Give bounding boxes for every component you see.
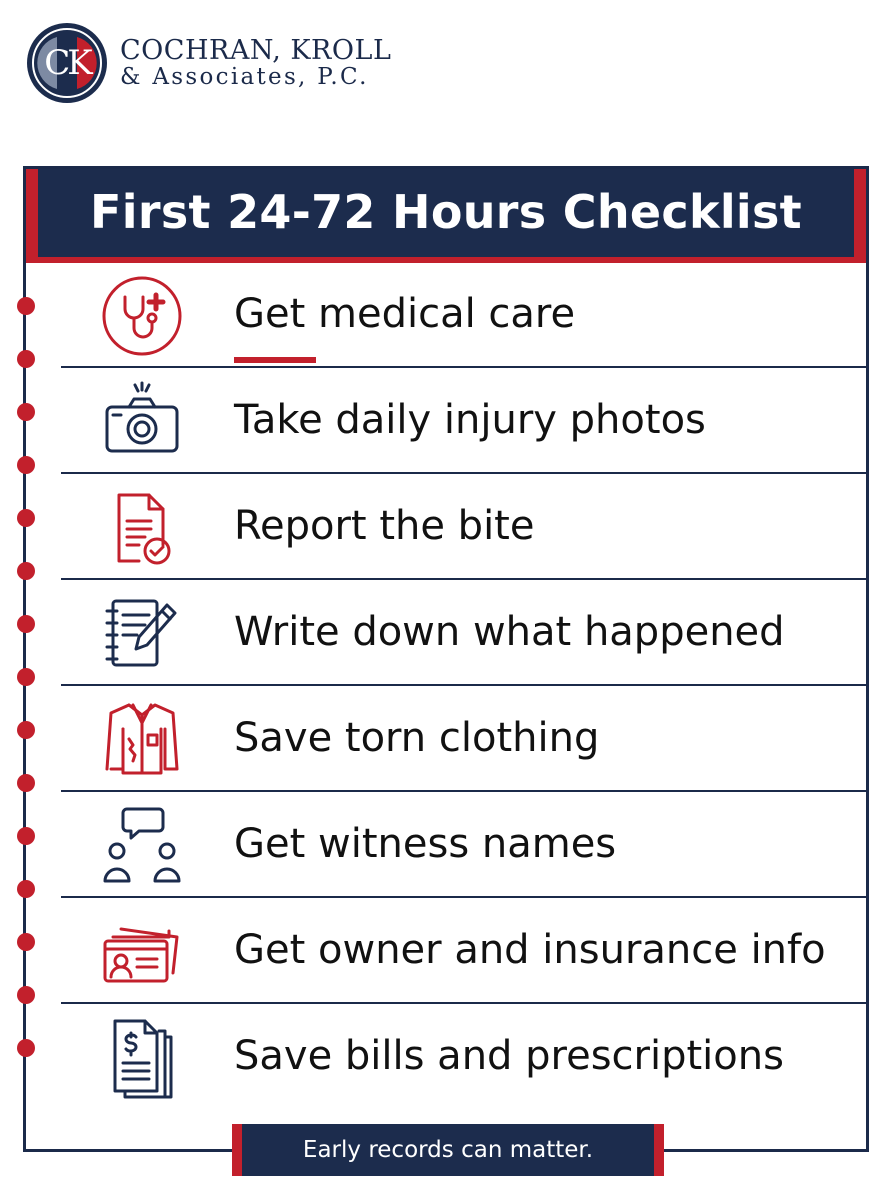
checklist-item-label: Take daily injury photos	[234, 397, 706, 443]
checklist-item-report-bite	[61, 475, 869, 580]
torn-shirt-icon	[101, 699, 183, 781]
row-divider	[61, 472, 869, 474]
footer-banner	[232, 1124, 664, 1176]
checklist-item-bills-prescriptions	[61, 1005, 869, 1110]
checklist-card	[23, 166, 869, 1152]
row-divider	[61, 1002, 869, 1004]
checklist-item-owner-insurance	[61, 899, 869, 1004]
camera-icon	[101, 381, 183, 463]
report-document-check-icon	[101, 487, 183, 569]
checklist-item-label: Get owner and insurance info	[234, 927, 826, 973]
row-divider	[61, 684, 869, 686]
binder-dot	[17, 350, 35, 368]
binder-dot	[17, 933, 35, 951]
row-divider	[61, 366, 869, 368]
binder-dot	[17, 721, 35, 739]
binder-dot	[17, 1039, 35, 1057]
binder-dot	[17, 986, 35, 1004]
checklist-item-label: Get witness names	[234, 821, 617, 867]
checklist-item-torn-clothing	[61, 687, 869, 792]
firm-name-line2: & Associates, P.C.	[120, 64, 369, 90]
stethoscope-plus-icon	[101, 275, 183, 357]
bills-documents-icon	[101, 1017, 183, 1099]
notebook-pencil-icon	[101, 593, 183, 675]
binder-dot	[17, 456, 35, 474]
checklist-title: First 24-72 Hours Checklist	[90, 185, 802, 239]
checklist-item-label: Write down what happened	[234, 609, 785, 655]
logo-monogram: CK	[44, 43, 90, 83]
checklist-item-label: Report the bite	[234, 503, 535, 549]
binder-dot	[17, 297, 35, 315]
row-divider	[61, 578, 869, 580]
footer-note: Early records can matter.	[302, 1137, 594, 1163]
witnesses-speech-icon	[101, 805, 183, 887]
checklist-header	[26, 169, 866, 263]
checklist-item-label: Save torn clothing	[234, 715, 600, 761]
checklist-item-medical-care	[61, 263, 869, 368]
checklist-item-witness-names	[61, 793, 869, 898]
binder-dot	[17, 615, 35, 633]
checklist-item-label: Save bills and prescriptions	[234, 1033, 784, 1079]
row-divider	[61, 896, 869, 898]
firm-name	[120, 36, 391, 88]
binder-dot	[17, 880, 35, 898]
binder-dot	[17, 509, 35, 527]
binder-dot	[17, 668, 35, 686]
checklist-item-injury-photos	[61, 369, 869, 474]
firm-name-line1: COCHRAN, KROLL	[120, 35, 392, 66]
checklist-item-label: Get medical care	[234, 291, 576, 337]
binder-dot	[17, 827, 35, 845]
binder-dot	[17, 774, 35, 792]
checklist-item-write-down	[61, 581, 869, 686]
binder-dot	[17, 403, 35, 421]
row-divider	[61, 790, 869, 792]
id-cards-icon	[101, 911, 183, 993]
binder-dot	[17, 562, 35, 580]
accent-underline	[234, 357, 316, 363]
